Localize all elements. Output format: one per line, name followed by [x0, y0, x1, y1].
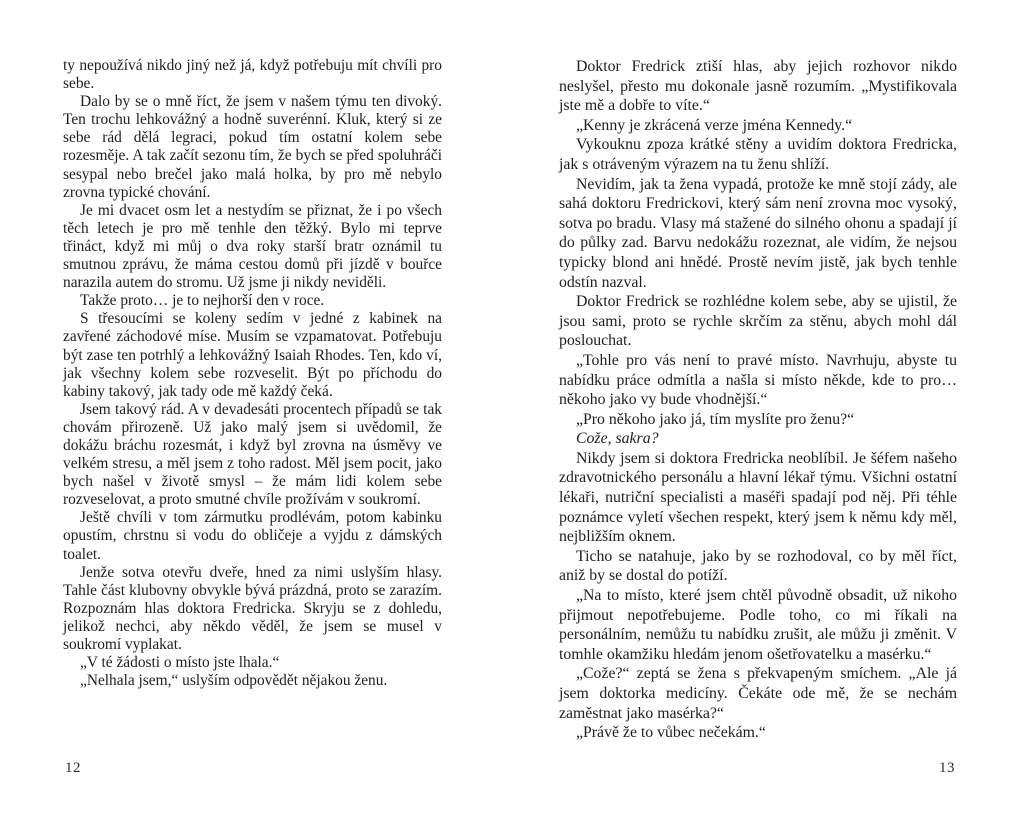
page-number-right: 13	[939, 760, 955, 776]
paragraph: Takže proto… je to nejhorší den v roce.	[80, 292, 325, 310]
page-right-text-block	[559, 57, 957, 743]
paragraph: Jsem takový rád. A v devadesáti procentech případů se tak chovám přirozeně. Už jako malý jsem si uvědomil, že dokážu bráchu rozesmát, i když byl zrovna na úsměvy ve velkém stresu, a měl jsem z toho radost. Měl jsem pocit, jako bych našel v životě smysl – že mám lidi kolem sebe rozveselovat, a proto smutné chvíle prožívám v soukromí.	[63, 400, 442, 509]
paragraph: „Právě že to vůbec nečekám.“	[576, 724, 766, 742]
paragraph: Ticho se natahuje, jako by se rozhodoval, co by měl říct, aniž by se dostal do potíží.	[559, 547, 957, 585]
paragraph: „Cože?“ zeptá se žena s překvapeným smíchem. „Ale já jsem doktorka medicíny. Čekáte ode mě, že se nechám zaměstnat jako masérka?“	[559, 665, 957, 722]
paragraph: Vykouknu zpoza krátké stěny a uvidím doktora Fredricka, jak s otráveným výrazem na tu ženu shlíží.	[559, 136, 957, 173]
paragraph: Doktor Fredrick ztiší hlas, aby jejich rozhovor nikdo neslyšel, přesto mu dokonale jasně rozumím. „Mystifikovala jste mě a dobře to víte.“	[559, 58, 957, 115]
paragraph: ty nepoužívá nikdo jiný než já, když potřebuju mít chvíli pro sebe.	[63, 57, 442, 93]
paragraph: „Kenny je zkrácená verze jména Kennedy.“	[576, 116, 853, 134]
paragraph: Dalo by se o mně říct, že jsem v našem týmu ten divoký. Ten trochu lehkovážný a hodně suverénní. Kluk, který si ze sebe rád dělá legraci, pokud tím ostatní kolem sebe rozesměje. A tak začít sezonu tím, že bych se před spoluhráči sesypal nebo brečel jako malá holka, by pro mě nebylo zrovna typické chování.	[63, 93, 442, 201]
paragraph: „Pro někoho jako já, tím myslíte pro ženu?“	[576, 410, 855, 428]
paragraph: Jenže sotva otevřu dveře, hned za nimi uslyším hlasy. Tahle část klubovny obvykle bývá prázdná, proto se zarazím. Rozpoznám hlas doktora Fredricka. Skryju se z dohledu, jelikož nechci, aby někdo věděl, že jsem se musel v soukromí vyplakat.	[63, 563, 442, 653]
paragraph: Doktor Fredrick se rozhlédne kolem sebe, aby se ujistil, že jsou sami, proto se rychle skrčím za stěnu, abych mohl dál poslouchat.	[559, 293, 957, 350]
page-number-left: 12	[65, 760, 81, 776]
book-page-right	[559, 57, 957, 797]
paragraph: „Na to místo, které jsem chtěl původně obsadit, už nikoho přijmout nepotřebujeme. Podle toho, co mi říkali na personálním, nemůžu tu nabídku zrušit, ale můžu ji změnit. V tomhle okamžiku hledám jenom ošetřovatelku a masérku.“	[559, 587, 957, 663]
paragraph: Nikdy jsem si doktora Fredricka neoblíbil. Je šéfem našeho zdravotnického personálu a hlavní lékař týmu. Všichni ostatní lékaři, nutriční specialisti a maséři spadají pod něj. Při téhle poznámce vyletí všechen respekt, který jsem k němu kdy měl, nejbližším oknem.	[559, 449, 957, 546]
paragraph: Je mi dvacet osm let a nestydím se přiznat, že i po všech těch letech je pro mě tenhle den těžký. Bylo mi teprve třináct, když mi můj o dva roky starší bratr oznámil tu smutnou zprávu, že máma cestou domů při jízdě v bouřce narazila autem do stromu. Už jsme ji nikdy neviděli.	[63, 201, 442, 292]
paragraph: Ještě chvíli v tom zármutku prodlévám, potom kabinku opustím, chrstnu si vodu do obličeje a vyjdu z dámských toalet.	[63, 509, 442, 563]
paragraph: „V té žádosti o místo jste lhala.“	[80, 654, 280, 672]
paragraph: Nevidím, jak ta žena vypadá, protože ke mně stojí zády, ale sahá doktoru Fredrickovi, který sám není zrovna moc vysoký, sotva po bradu. Vlasy má stažené do silného ohonu a spadají jí do půlky zad. Barvu nedokážu rozeznat, ale vidím, že nejsou typicky blond ani hnědé. Prostě nevím jistě, jak bych tenhle odstín nazval.	[559, 175, 957, 291]
paragraph: S třesoucími se koleny sedím v jedné z kabinek na zavřené záchodové míse. Musím se vzpamatovat. Potřebuju být zase ten potrhlý a lehkovážný Isaiah Rhodes. Ten, kdo ví, jak všechny kolem sebe rozveselit. Být po příchodu do kabiny takový, jak tady ode mě každý čeká.	[63, 310, 442, 400]
paragraph: Cože, sakra?	[576, 430, 659, 448]
paragraph: „Nelhala jsem,“ uslyším odpovědět nějakou ženu.	[80, 672, 388, 690]
book-page-left	[63, 57, 442, 797]
page-left-text-block	[63, 57, 442, 690]
paragraph: „Tohle pro vás není to pravé místo. Navrhuju, abyste tu nabídku práce odmítla a našla si místo někde, kde to pro… někoho jako vy bude vhodnější.“	[559, 351, 957, 409]
